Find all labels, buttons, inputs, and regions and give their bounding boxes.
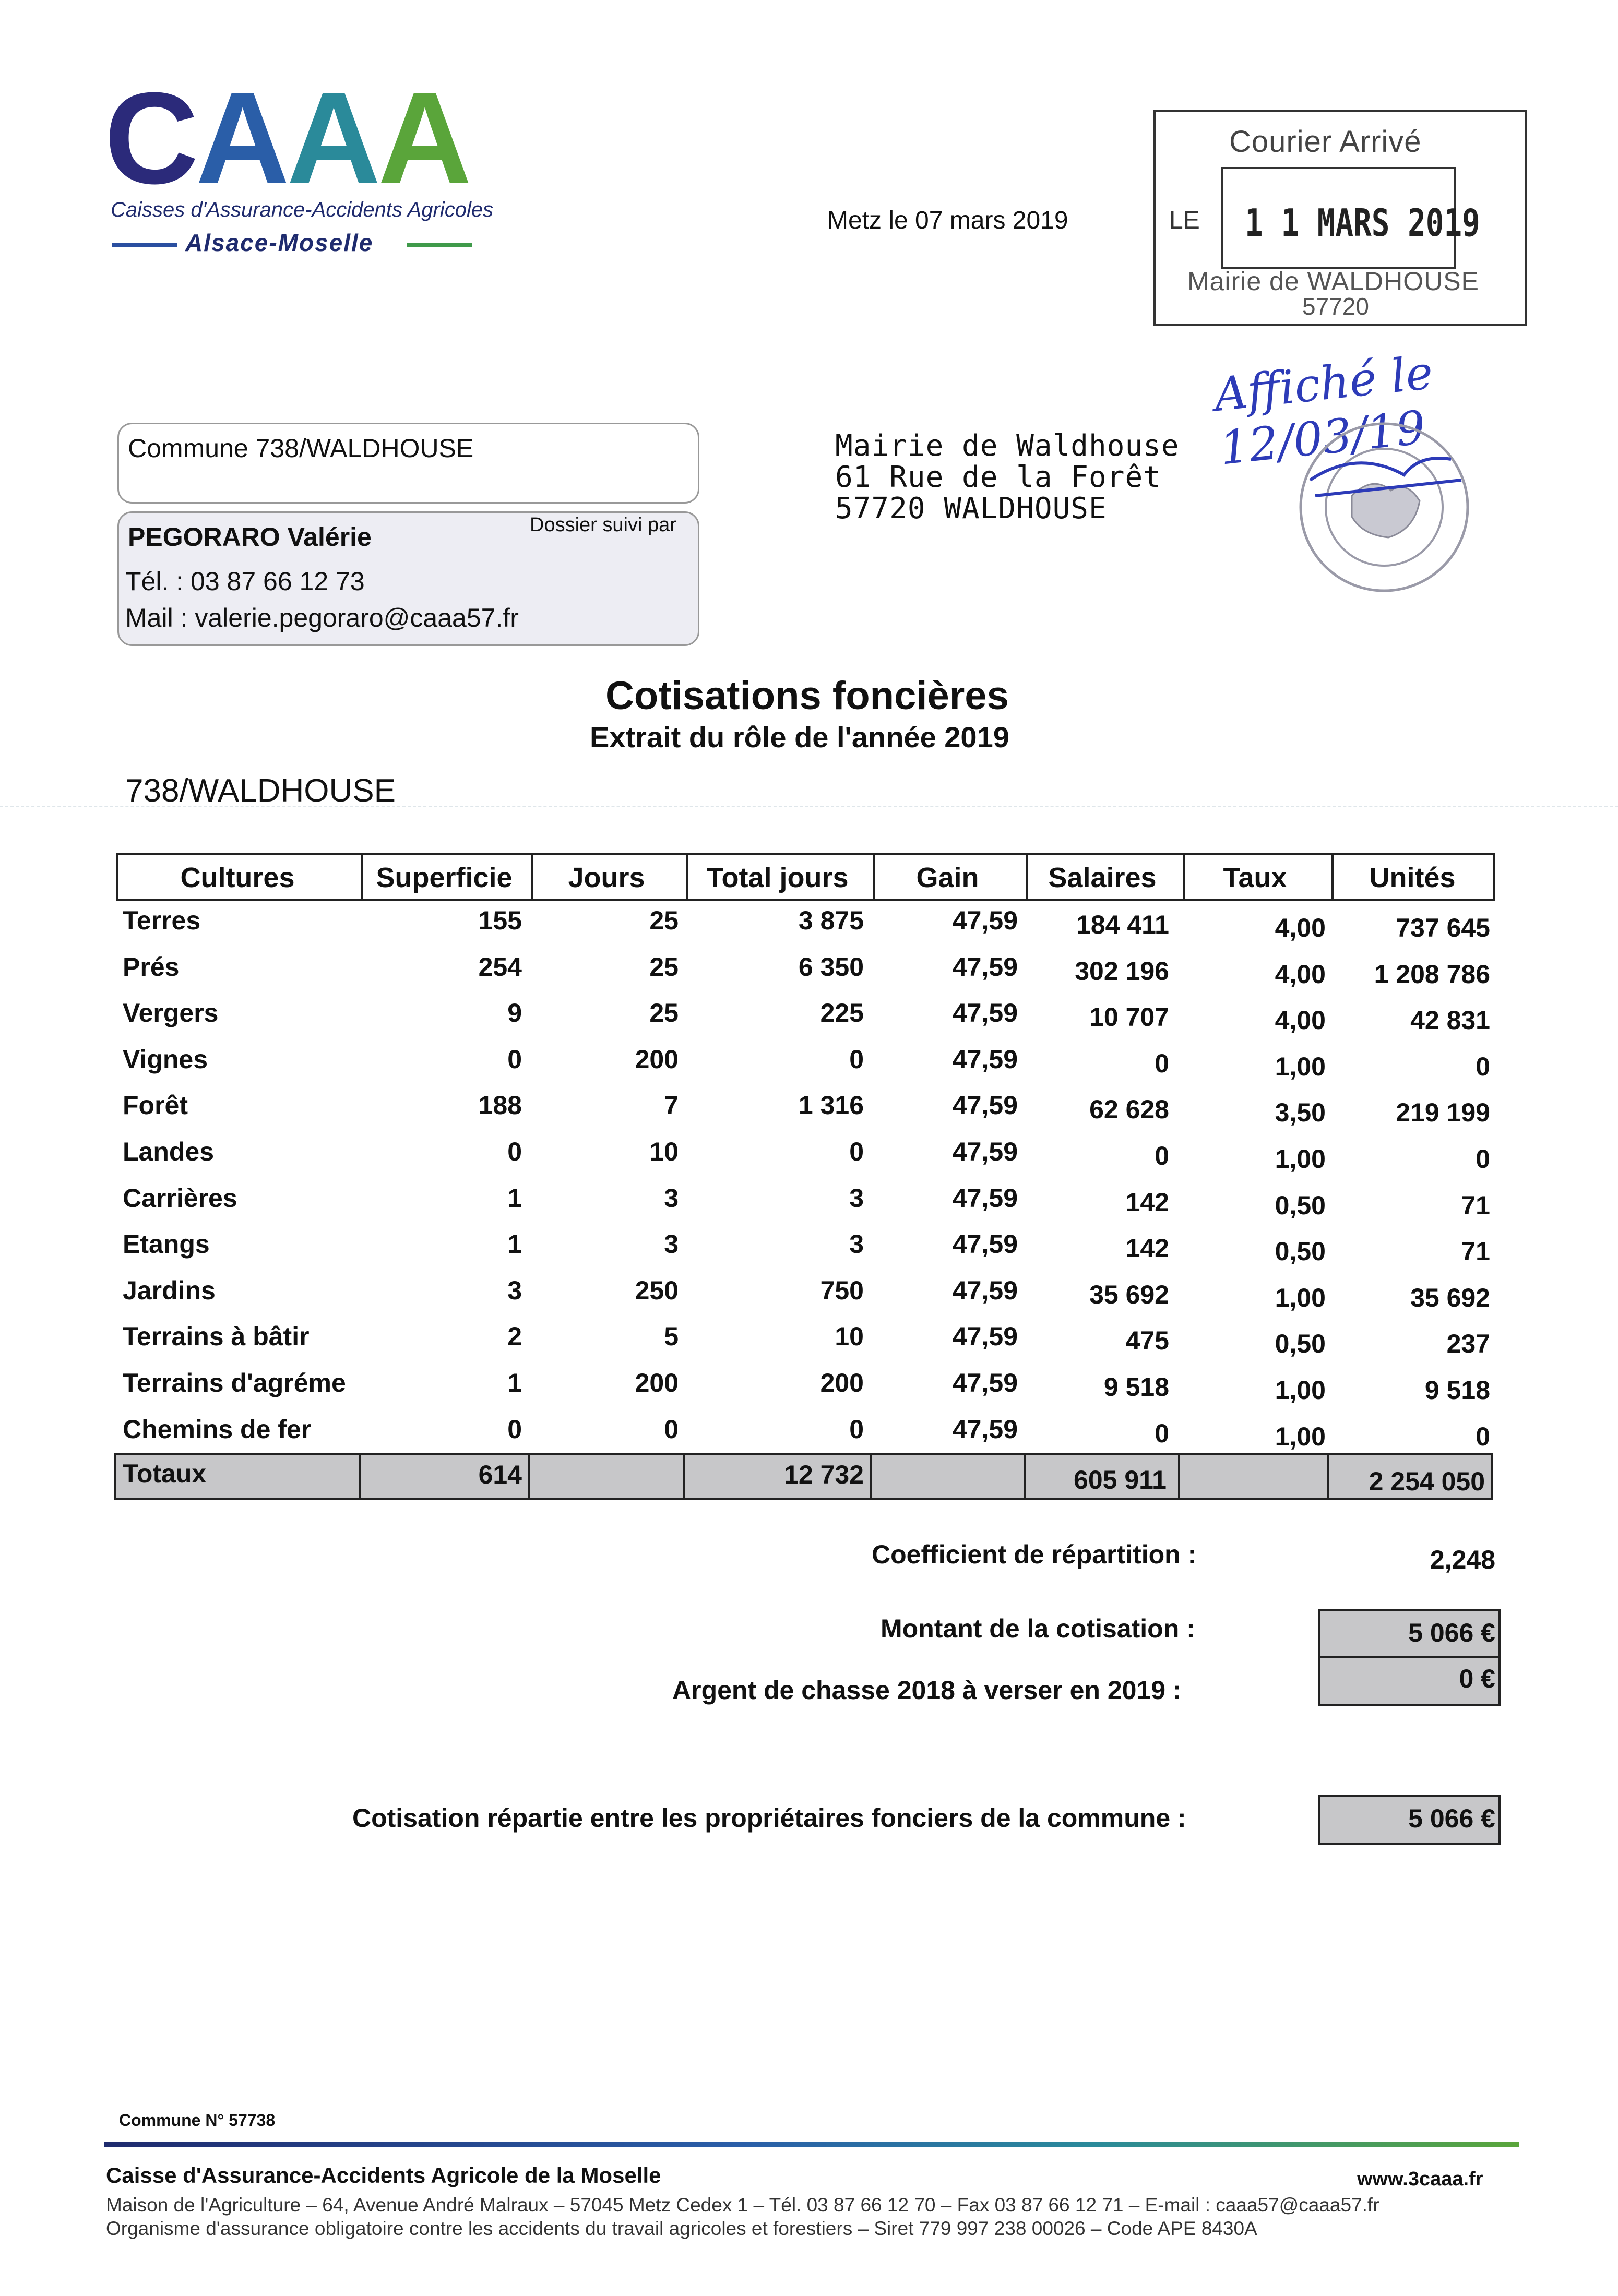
coefficient-value: 2,248 <box>1430 1545 1495 1574</box>
logo-subtitle: Caisses d'Assurance-Accidents Agricoles <box>111 198 494 221</box>
repartie-label: Cotisation répartie entre les propriétaires fonciers de la commune : <box>352 1803 1186 1833</box>
stamp-postal-code: 57720 <box>1302 293 1369 320</box>
column-divider <box>683 1455 685 1498</box>
cell-unites: 219 199 <box>1396 1098 1490 1127</box>
column-header: Gain <box>916 862 979 893</box>
cell-total-jours: 0 <box>849 1137 864 1166</box>
logo-bar-right <box>407 243 472 247</box>
contact-phone: Tél. : 03 87 66 12 73 <box>125 567 365 596</box>
cell-superficie: 1 <box>507 1368 522 1397</box>
cell-gain: 47,59 <box>952 906 1018 935</box>
column-divider <box>1327 1455 1329 1498</box>
cell-salaires: 9 518 <box>1103 1372 1169 1402</box>
cell-taux: 4,00 <box>1275 1006 1326 1035</box>
cell-gain: 47,59 <box>952 952 1018 982</box>
cell-total-jours: 200 <box>820 1368 864 1397</box>
column-divider <box>528 1455 530 1498</box>
cell-total-jours: 3 <box>849 1183 864 1213</box>
cell-jours: 7 <box>664 1091 679 1120</box>
cell-jours: 3 <box>664 1183 679 1213</box>
cell-taux: 1,00 <box>1275 1283 1326 1312</box>
cell-taux: 1,00 <box>1275 1052 1326 1081</box>
stamp-title: Courier Arrivé <box>1229 125 1422 159</box>
cell-jours: 0 <box>664 1415 679 1444</box>
cell-unites: 42 831 <box>1410 1006 1490 1035</box>
cell-culture: Landes <box>123 1137 215 1166</box>
letter-date: Metz le 07 mars 2019 <box>827 207 1068 234</box>
totals-salaires: 605 911 <box>1074 1465 1167 1494</box>
cell-culture: Vignes <box>123 1045 208 1074</box>
cell-taux: 1,00 <box>1275 1422 1326 1451</box>
cell-salaires: 10 707 <box>1089 1002 1169 1032</box>
commune-label: Commune 738/WALDHOUSE <box>128 434 474 463</box>
cell-culture: Etangs <box>123 1229 210 1259</box>
cell-culture: Vergers <box>123 998 219 1027</box>
cell-jours: 25 <box>649 998 679 1027</box>
cell-superficie: 9 <box>507 998 522 1027</box>
cell-culture: Forêt <box>123 1091 188 1120</box>
cell-taux: 0,50 <box>1275 1191 1326 1220</box>
totals-superficie: 614 <box>478 1460 522 1489</box>
cell-gain: 47,59 <box>952 1415 1018 1444</box>
totals-total-jours: 12 732 <box>784 1460 864 1489</box>
column-header: Salaires <box>1048 862 1157 893</box>
cell-culture: Chemins de fer <box>123 1415 312 1444</box>
cell-salaires: 0 <box>1155 1049 1169 1078</box>
cell-gain: 47,59 <box>952 998 1018 1027</box>
cell-culture: Carrières <box>123 1183 237 1213</box>
commune-number: Commune N° 57738 <box>119 2111 276 2130</box>
cell-unites: 0 <box>1476 1422 1490 1451</box>
cell-salaires: 62 628 <box>1089 1095 1169 1124</box>
chasse-value: 0 € <box>1459 1664 1495 1693</box>
column-header: Total jours <box>706 862 849 893</box>
municipal-seal-icon <box>1294 417 1474 597</box>
cell-taux: 4,00 <box>1275 960 1326 989</box>
logo-letter: A <box>195 65 287 211</box>
cell-salaires: 184 411 <box>1076 910 1169 939</box>
cell-salaires: 142 <box>1125 1234 1169 1263</box>
cell-culture: Terres <box>123 906 201 935</box>
cell-jours: 250 <box>635 1276 679 1305</box>
divider <box>0 806 1618 807</box>
column-divider <box>359 1455 361 1498</box>
stamp-date: 1 1 MARS 2019 <box>1245 201 1480 245</box>
logo-letter: C <box>104 65 196 211</box>
logo-letter: A <box>287 65 378 211</box>
chasse-label: Argent de chasse 2018 à verser en 2019 : <box>672 1676 1182 1705</box>
coefficient-label: Coefficient de répartition : <box>872 1540 1197 1569</box>
cell-jours: 25 <box>649 906 679 935</box>
contact-email: Mail : valerie.pegoraro@caaa57.fr <box>125 603 519 632</box>
cell-taux: 4,00 <box>1275 913 1326 942</box>
cell-jours: 10 <box>649 1137 679 1166</box>
document-title: Cotisations foncières <box>605 674 1009 718</box>
cell-unites: 71 <box>1461 1237 1490 1266</box>
cell-salaires: 142 <box>1125 1188 1169 1217</box>
cell-total-jours: 0 <box>849 1045 864 1074</box>
cell-total-jours: 10 <box>835 1322 864 1351</box>
montant-label: Montant de la cotisation : <box>881 1614 1195 1643</box>
cell-culture: Terrains d'agréme <box>123 1368 346 1397</box>
cell-total-jours: 0 <box>849 1415 864 1444</box>
cell-total-jours: 3 875 <box>798 906 864 935</box>
stamp-mairie: Mairie de WALDHOUSE <box>1187 267 1479 296</box>
footer-address-line: Maison de l'Agriculture – 64, Avenue André Malraux – 57045 Metz Cedex 1 – Tél. 03 87 66 12 70 – Fax 03 87 66 12 71 – E-mail : caaa57@caaa57.fr <box>106 2194 1379 2216</box>
cell-taux: 0,50 <box>1275 1329 1326 1358</box>
cell-culture: Terrains à bâtir <box>123 1322 310 1351</box>
cell-culture: Prés <box>123 952 180 982</box>
cell-unites: 237 <box>1446 1329 1490 1358</box>
cell-superficie: 155 <box>478 906 522 935</box>
cell-unites: 35 692 <box>1410 1283 1490 1312</box>
cell-unites: 1 208 786 <box>1374 960 1490 989</box>
cell-superficie: 0 <box>507 1415 522 1444</box>
cell-total-jours: 6 350 <box>798 952 864 982</box>
cell-gain: 47,59 <box>952 1137 1018 1166</box>
recipient-line: Mairie de Waldhouse <box>835 429 1180 463</box>
logo-bar-left <box>112 243 177 247</box>
cell-gain: 47,59 <box>952 1322 1018 1351</box>
cell-unites: 9 518 <box>1424 1376 1490 1405</box>
cell-superficie: 0 <box>507 1137 522 1166</box>
footer-legal-line: Organisme d'assurance obligatoire contre les accidents du travail agricoles et forestiers – Siret 779 997 238 00026 – Code APE 8430A <box>106 2218 1257 2239</box>
repartie-value: 5 066 € <box>1408 1804 1495 1833</box>
cell-salaires: 35 692 <box>1089 1280 1169 1309</box>
stamp-le-label: LE <box>1169 207 1200 234</box>
cell-superficie: 2 <box>507 1322 522 1351</box>
cell-unites: 737 645 <box>1396 913 1490 942</box>
handwritten-note: Affiché le 12/03/19 <box>1211 345 1436 475</box>
contact-suivi-label: Dossier suivi par <box>530 514 676 536</box>
column-divider <box>1178 1455 1180 1498</box>
cell-gain: 47,59 <box>952 1229 1018 1259</box>
cell-jours: 3 <box>664 1229 679 1259</box>
cell-taux: 0,50 <box>1275 1237 1326 1266</box>
column-header: Cultures <box>180 862 295 893</box>
montant-value: 5 066 € <box>1408 1618 1495 1647</box>
cell-total-jours: 750 <box>820 1276 864 1305</box>
cell-salaires: 0 <box>1155 1419 1169 1448</box>
totals-unites: 2 254 050 <box>1369 1467 1485 1496</box>
column-header: Taux <box>1223 862 1287 893</box>
cell-superficie: 1 <box>507 1229 522 1259</box>
column-header: Jours <box>568 862 645 893</box>
totals-label: Totaux <box>123 1459 207 1488</box>
cell-jours: 5 <box>664 1322 679 1351</box>
cell-jours: 200 <box>635 1368 679 1397</box>
contact-name: PEGORARO Valérie <box>128 522 372 552</box>
cell-unites: 71 <box>1461 1191 1490 1220</box>
cell-superficie: 254 <box>478 952 522 982</box>
logo-letter: A <box>377 65 469 211</box>
cell-salaires: 302 196 <box>1075 956 1169 986</box>
cell-superficie: 1 <box>507 1183 522 1213</box>
cell-superficie: 3 <box>507 1276 522 1305</box>
cell-jours: 25 <box>649 952 679 982</box>
cell-taux: 3,50 <box>1275 1098 1326 1127</box>
cell-gain: 47,59 <box>952 1276 1018 1305</box>
cell-superficie: 0 <box>507 1045 522 1074</box>
cell-gain: 47,59 <box>952 1091 1018 1120</box>
logo-region: Alsace-Moselle <box>185 229 374 256</box>
cell-superficie: 188 <box>478 1091 522 1120</box>
cell-jours: 200 <box>635 1045 679 1074</box>
recipient-address <box>835 430 1180 524</box>
cell-gain: 47,59 <box>952 1045 1018 1074</box>
recipient-line: 57720 WALDHOUSE <box>835 492 1107 525</box>
cell-total-jours: 1 316 <box>798 1091 864 1120</box>
cell-taux: 1,00 <box>1275 1144 1326 1174</box>
cell-total-jours: 3 <box>849 1229 864 1259</box>
cell-gain: 47,59 <box>952 1183 1018 1213</box>
recipient-line: 61 Rue de la Forêt <box>835 460 1161 494</box>
cell-unites: 0 <box>1476 1144 1490 1174</box>
cell-salaires: 0 <box>1155 1141 1169 1170</box>
cell-salaires: 475 <box>1125 1326 1169 1355</box>
footer-website: www.3caaa.fr <box>1357 2168 1483 2190</box>
cell-total-jours: 225 <box>820 998 864 1027</box>
cell-culture: Jardins <box>123 1276 216 1305</box>
commune-code: 738/WALDHOUSE <box>125 773 396 809</box>
column-divider <box>870 1455 872 1498</box>
column-header: Superficie <box>376 862 513 893</box>
footer-divider <box>104 2142 1519 2147</box>
document-subtitle: Extrait du rôle de l'année 2019 <box>590 721 1009 754</box>
footer-organization: Caisse d'Assurance-Accidents Agricole de la Moselle <box>106 2163 661 2187</box>
cell-gain: 47,59 <box>952 1368 1018 1397</box>
cell-taux: 1,00 <box>1275 1376 1326 1405</box>
cell-unites: 0 <box>1476 1052 1490 1081</box>
column-header: Unités <box>1369 862 1456 893</box>
